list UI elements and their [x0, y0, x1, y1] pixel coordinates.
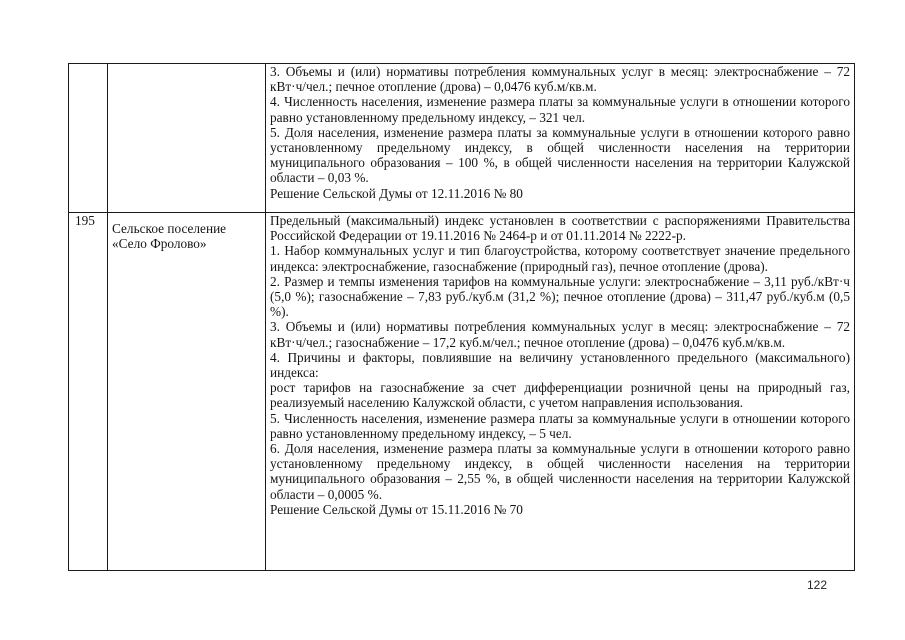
paragraph: 1. Набор коммунальных услуг и тип благоустройства, которому соответствует значение предельного индекса: электроснабжение, газоснабжение (природный газ), печное отопление (дрова). [270, 243, 850, 274]
row-number: 195 [69, 213, 108, 571]
paragraph: 6. Доля населения, изменение размера платы за коммунальные услуги в отношении которого равно установленному предельному индексу, в общей численности населения на территории муниципального образования – 2,55 %, в общей численности населения на территории Калужской области – 0,0005 %. [270, 441, 850, 502]
page-number: 122 [806, 578, 827, 592]
paragraph: Предельный (максимальный) индекс установлен в соответствии с распоряжениями Правительства Российской Федерации от 19.11.2016 № 2464-р и от 01.11.2014 № 2222-р. [270, 213, 850, 244]
row-description [266, 213, 855, 571]
paragraph: рост тарифов на газоснабжение за счет дифференциации розничной цены на природный газ, реализуемый населению Калужской области, с учетом направления использования. [270, 380, 850, 411]
paragraph: 5. Доля населения, изменение размера платы за коммунальные услуги в отношении которого равно установленному предельному индексу, в общей численности населения на территории муниципального образования – 100 %, в общей численности населения на территории Калужской области – 0,03 %. [270, 124, 850, 186]
table-row [69, 213, 855, 571]
paragraph: 2. Размер и темпы изменения тарифов на коммунальные услуги: электроснабжение – 3,11 руб./кВт·ч (5,0 %); газоснабжение – 7,83 руб./куб.м (31,2 %); печное отопление (дрова) – 311,47 руб./куб.м (0,5 %). [270, 273, 850, 320]
decision-reference: Решение Сельской Думы от 12.11.2016 № 80 [270, 185, 523, 201]
paragraph: 4. Численность населения, изменение размера платы за коммунальные услуги в отношении которого равно установленному предельному индексу, – 321 чел. [270, 94, 850, 125]
tariff-table [68, 63, 855, 571]
table-row [69, 64, 855, 213]
decision-reference: Решение Сельской Думы от 15.11.2016 № 70 [270, 501, 523, 517]
row-number [69, 64, 108, 213]
settlement-name [108, 64, 266, 213]
paragraph: 4. Причины и факторы, повлиявшие на величину установленного предельного (максимального) индекса: [270, 349, 850, 381]
settlement-name: Сельское поселение «Село Фролово» [108, 213, 266, 571]
row-description [266, 64, 855, 213]
paragraph: 3. Объемы и (или) нормативы потребления коммунальных услуг в месяц: электроснабжение – 72 кВт·ч/чел.; печное отопление (дрова) – 0,0476 куб.м/кв.м. [270, 64, 850, 95]
paragraph: 3. Объемы и (или) нормативы потребления коммунальных услуг в месяц: электроснабжение – 72 кВт·ч/чел.; газоснабжение – 17,2 куб.м/чел.; печное отопление (дрова) – 0,0476 куб.м/кв.м. [270, 319, 850, 350]
paragraph: 5. Численность населения, изменение размера платы за коммунальные услуги в отношении которого равно установленному предельному индексу, – 5 чел. [270, 410, 850, 441]
